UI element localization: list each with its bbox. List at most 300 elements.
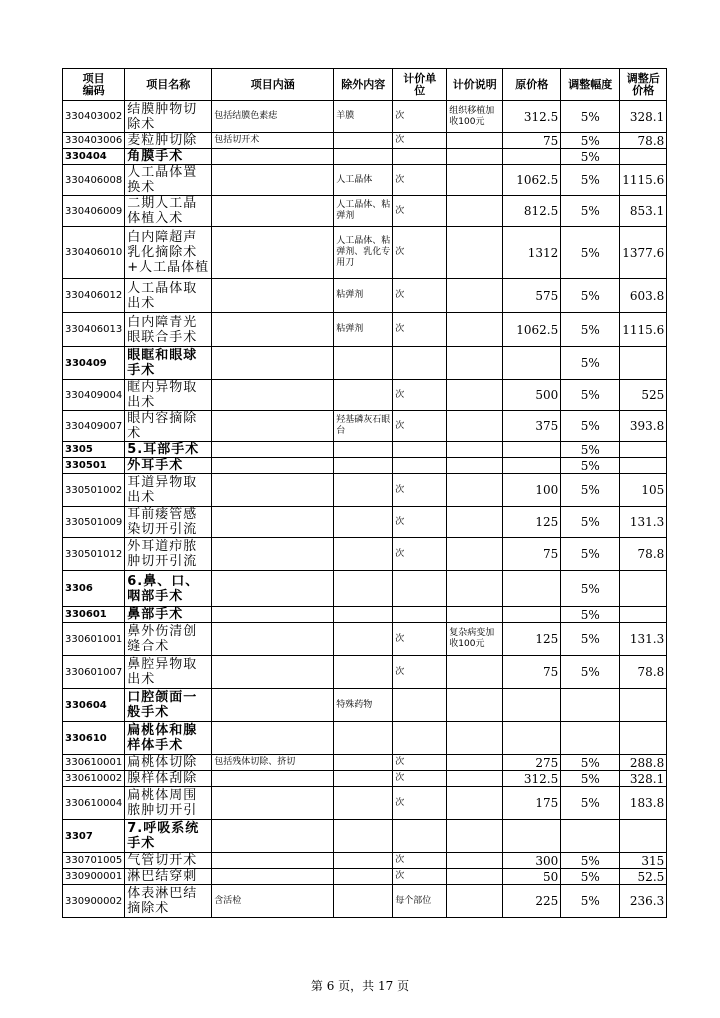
cell-price: [503, 442, 561, 458]
cell-code: 3306: [63, 571, 125, 607]
cell-code: 330406010: [63, 227, 125, 279]
cell-new-price: 603.8: [620, 279, 667, 313]
cell-note: 组织移植加收100元: [447, 101, 503, 133]
cell-note: [447, 507, 503, 538]
cell-adj: 5%: [561, 755, 620, 771]
cell-unit: 次: [393, 165, 447, 196]
cell-note: [447, 196, 503, 227]
cell-excl: [334, 787, 393, 820]
cell-price: [503, 689, 561, 722]
cell-scope: [212, 571, 334, 607]
header-code: 项目 编码: [63, 69, 125, 101]
table-row: [63, 869, 667, 885]
cell-new-price: 78.8: [620, 133, 667, 149]
cell-code: 3305: [63, 442, 125, 458]
table-row: [63, 165, 667, 196]
cell-unit: 次: [393, 411, 447, 442]
cell-new-price: 52.5: [620, 869, 667, 885]
cell-name: 眼眶和眼球手术: [125, 347, 212, 380]
cell-scope: [212, 771, 334, 787]
cell-note: [447, 885, 503, 918]
header-adj: 调整幅度: [561, 69, 620, 101]
cell-code: 330409007: [63, 411, 125, 442]
cell-excl: [334, 149, 393, 165]
header-excl: 除外内容: [334, 69, 393, 101]
cell-excl: [334, 820, 393, 853]
cell-adj: 5%: [561, 656, 620, 689]
cell-scope: [212, 313, 334, 347]
table-row: [63, 149, 667, 165]
cell-scope: 包括切开术: [212, 133, 334, 149]
cell-code: 330604: [63, 689, 125, 722]
cell-unit: [393, 722, 447, 755]
cell-price: 500: [503, 380, 561, 411]
cell-scope: [212, 853, 334, 869]
cell-code: 330610: [63, 722, 125, 755]
cell-unit: 次: [393, 787, 447, 820]
price-table: [62, 68, 667, 918]
cell-new-price: [620, 689, 667, 722]
cell-name: 白内障超声乳化摘除术+人工晶体植: [125, 227, 212, 279]
cell-name: 耳前瘘管感染切开引流: [125, 507, 212, 538]
cell-note: [447, 347, 503, 380]
cell-unit: 次: [393, 133, 447, 149]
cell-adj: 5%: [561, 507, 620, 538]
cell-scope: [212, 196, 334, 227]
cell-new-price: 393.8: [620, 411, 667, 442]
cell-name: 口腔颌面一般手术: [125, 689, 212, 722]
cell-excl: 羊膜: [334, 101, 393, 133]
cell-name: 腺样体刮除: [125, 771, 212, 787]
cell-adj: 5%: [561, 571, 620, 607]
table-row: [63, 196, 667, 227]
cell-note: [447, 227, 503, 279]
cell-note: [447, 755, 503, 771]
cell-new-price: 183.8: [620, 787, 667, 820]
cell-unit: [393, 689, 447, 722]
cell-code: 330900002: [63, 885, 125, 918]
cell-note: [447, 853, 503, 869]
cell-adj: 5%: [561, 853, 620, 869]
cell-price: [503, 347, 561, 380]
cell-name: 眶内异物取出术: [125, 380, 212, 411]
cell-adj: 5%: [561, 133, 620, 149]
cell-code: 330701005: [63, 853, 125, 869]
cell-unit: 次: [393, 313, 447, 347]
cell-unit: [393, 607, 447, 623]
cell-price: 375: [503, 411, 561, 442]
cell-new-price: 1377.6: [620, 227, 667, 279]
cell-code: 330900001: [63, 869, 125, 885]
cell-name: 人工晶体置换术: [125, 165, 212, 196]
cell-adj: 5%: [561, 885, 620, 918]
header-scope: 项目内涵: [212, 69, 334, 101]
cell-new-price: 1115.6: [620, 165, 667, 196]
cell-adj: 5%: [561, 623, 620, 656]
cell-adj: 5%: [561, 474, 620, 507]
cell-note: [447, 689, 503, 722]
table-body: [63, 101, 667, 918]
cell-unit: 次: [393, 771, 447, 787]
cell-unit: 次: [393, 101, 447, 133]
cell-note: [447, 538, 503, 571]
cell-code: 330406009: [63, 196, 125, 227]
cell-excl: 羟基磷灰石眼台: [334, 411, 393, 442]
cell-scope: [212, 347, 334, 380]
cell-name: 鼻外伤清创缝合术: [125, 623, 212, 656]
cell-name: 扁桃体和腺样体手术: [125, 722, 212, 755]
cell-price: [503, 722, 561, 755]
cell-price: [503, 149, 561, 165]
cell-code: 330610002: [63, 771, 125, 787]
cell-scope: [212, 442, 334, 458]
cell-new-price: [620, 607, 667, 623]
table-row: [63, 755, 667, 771]
cell-adj: 5%: [561, 787, 620, 820]
cell-new-price: 131.3: [620, 507, 667, 538]
cell-excl: [334, 133, 393, 149]
cell-code: 330404: [63, 149, 125, 165]
cell-adj: 5%: [561, 442, 620, 458]
cell-price: 125: [503, 623, 561, 656]
cell-name: 耳道异物取出术: [125, 474, 212, 507]
cell-price: [503, 820, 561, 853]
cell-unit: 次: [393, 755, 447, 771]
cell-name: 外耳道疖脓肿切开引流: [125, 538, 212, 571]
cell-name: 麦粒肿切除: [125, 133, 212, 149]
cell-excl: [334, 869, 393, 885]
cell-unit: 次: [393, 623, 447, 656]
cell-price: 50: [503, 869, 561, 885]
table-row: [63, 771, 667, 787]
cell-new-price: [620, 571, 667, 607]
table-row: [63, 442, 667, 458]
header-row: [63, 69, 667, 101]
cell-scope: [212, 279, 334, 313]
cell-unit: 次: [393, 853, 447, 869]
cell-note: [447, 771, 503, 787]
cell-note: [447, 474, 503, 507]
cell-unit: 次: [393, 538, 447, 571]
table-row: [63, 411, 667, 442]
cell-code: 330501002: [63, 474, 125, 507]
table-row: [63, 623, 667, 656]
cell-scope: [212, 656, 334, 689]
cell-excl: [334, 474, 393, 507]
cell-adj: 5%: [561, 411, 620, 442]
cell-adj: 5%: [561, 165, 620, 196]
cell-excl: [334, 607, 393, 623]
table-row: [63, 820, 667, 853]
cell-code: 330601: [63, 607, 125, 623]
cell-adj: 5%: [561, 458, 620, 474]
cell-new-price: 105: [620, 474, 667, 507]
table-row: [63, 722, 667, 755]
cell-code: 330601001: [63, 623, 125, 656]
page-footer: 第 6 页，共 17 页: [310, 979, 410, 993]
cell-code: 330409: [63, 347, 125, 380]
cell-excl: [334, 347, 393, 380]
table-row: [63, 101, 667, 133]
cell-new-price: 328.1: [620, 771, 667, 787]
table-row: [63, 347, 667, 380]
cell-price: 275: [503, 755, 561, 771]
cell-name: 白内障青光眼联合手术: [125, 313, 212, 347]
table-row: [63, 607, 667, 623]
cell-name: 5.耳部手术: [125, 442, 212, 458]
cell-new-price: [620, 347, 667, 380]
cell-note: [447, 165, 503, 196]
cell-code: 330501012: [63, 538, 125, 571]
cell-excl: 人工晶体: [334, 165, 393, 196]
cell-code: 3307: [63, 820, 125, 853]
table-row: [63, 538, 667, 571]
cell-name: 二期人工晶体植入术: [125, 196, 212, 227]
cell-note: [447, 133, 503, 149]
table-row: [63, 853, 667, 869]
cell-scope: [212, 411, 334, 442]
cell-new-price: 328.1: [620, 101, 667, 133]
cell-excl: [334, 380, 393, 411]
cell-scope: 包括残体切除、挤切: [212, 755, 334, 771]
cell-scope: [212, 607, 334, 623]
cell-note: [447, 607, 503, 623]
cell-price: 100: [503, 474, 561, 507]
cell-adj: 5%: [561, 538, 620, 571]
cell-note: [447, 820, 503, 853]
cell-unit: 次: [393, 227, 447, 279]
header-name: 项目名称: [125, 69, 212, 101]
cell-adj: [561, 820, 620, 853]
cell-excl: [334, 623, 393, 656]
cell-code: 330406013: [63, 313, 125, 347]
cell-adj: 5%: [561, 607, 620, 623]
cell-scope: [212, 227, 334, 279]
cell-excl: [334, 442, 393, 458]
cell-scope: [212, 507, 334, 538]
cell-adj: 5%: [561, 771, 620, 787]
cell-new-price: 315: [620, 853, 667, 869]
cell-new-price: [620, 458, 667, 474]
cell-name: 角膜手术: [125, 149, 212, 165]
cell-unit: 每个部位: [393, 885, 447, 918]
cell-name: 鼻部手术: [125, 607, 212, 623]
table-row: [63, 787, 667, 820]
cell-excl: [334, 755, 393, 771]
cell-note: [447, 869, 503, 885]
cell-scope: [212, 165, 334, 196]
cell-scope: [212, 623, 334, 656]
cell-scope: [212, 820, 334, 853]
table-row: [63, 507, 667, 538]
cell-price: 75: [503, 656, 561, 689]
cell-excl: 粘弹剂: [334, 279, 393, 313]
cell-name: 气管切开术: [125, 853, 212, 869]
cell-unit: [393, 442, 447, 458]
cell-scope: 包括结膜色素痣: [212, 101, 334, 133]
cell-new-price: 78.8: [620, 538, 667, 571]
cell-excl: [334, 885, 393, 918]
cell-price: [503, 607, 561, 623]
table-row: [63, 380, 667, 411]
header-price: 原价格: [503, 69, 561, 101]
cell-scope: [212, 787, 334, 820]
cell-price: [503, 458, 561, 474]
table-row: [63, 279, 667, 313]
cell-adj: 5%: [561, 101, 620, 133]
cell-price: 1062.5: [503, 165, 561, 196]
cell-price: 175: [503, 787, 561, 820]
cell-note: [447, 279, 503, 313]
cell-excl: [334, 722, 393, 755]
cell-note: [447, 313, 503, 347]
cell-new-price: 131.3: [620, 623, 667, 656]
cell-note: [447, 458, 503, 474]
cell-new-price: [620, 722, 667, 755]
cell-unit: 次: [393, 656, 447, 689]
cell-code: 330501: [63, 458, 125, 474]
cell-scope: [212, 869, 334, 885]
cell-excl: [334, 458, 393, 474]
cell-scope: [212, 149, 334, 165]
cell-unit: 次: [393, 380, 447, 411]
cell-adj: 5%: [561, 196, 620, 227]
cell-scope: [212, 722, 334, 755]
cell-scope: [212, 474, 334, 507]
cell-code: 330610001: [63, 755, 125, 771]
cell-new-price: 853.1: [620, 196, 667, 227]
cell-new-price: [620, 149, 667, 165]
cell-new-price: 525: [620, 380, 667, 411]
cell-scope: [212, 538, 334, 571]
cell-excl: [334, 507, 393, 538]
cell-note: [447, 571, 503, 607]
cell-name: 扁桃体周围脓肿切开引: [125, 787, 212, 820]
cell-unit: 次: [393, 869, 447, 885]
table-row: [63, 227, 667, 279]
cell-new-price: [620, 820, 667, 853]
cell-new-price: 236.3: [620, 885, 667, 918]
cell-scope: [212, 458, 334, 474]
cell-unit: [393, 571, 447, 607]
table-row: [63, 133, 667, 149]
cell-code: 330501009: [63, 507, 125, 538]
table-row: [63, 656, 667, 689]
cell-excl: [334, 656, 393, 689]
cell-code: 330406012: [63, 279, 125, 313]
cell-name: 体表淋巴结摘除术: [125, 885, 212, 918]
cell-code: 330403002: [63, 101, 125, 133]
cell-excl: [334, 571, 393, 607]
cell-excl: [334, 853, 393, 869]
cell-unit: 次: [393, 279, 447, 313]
cell-unit: [393, 347, 447, 380]
cell-excl: [334, 771, 393, 787]
cell-note: [447, 380, 503, 411]
cell-name: 眼内容摘除术: [125, 411, 212, 442]
cell-name: 结膜肿物切除术: [125, 101, 212, 133]
cell-adj: 5%: [561, 869, 620, 885]
cell-unit: [393, 149, 447, 165]
cell-adj: 5%: [561, 313, 620, 347]
cell-scope: [212, 380, 334, 411]
cell-excl: [334, 538, 393, 571]
cell-note: [447, 442, 503, 458]
cell-price: 300: [503, 853, 561, 869]
cell-price: 312.5: [503, 771, 561, 787]
cell-adj: 5%: [561, 347, 620, 380]
cell-name: 人工晶体取出术: [125, 279, 212, 313]
cell-price: 812.5: [503, 196, 561, 227]
cell-note: [447, 149, 503, 165]
cell-adj: 5%: [561, 149, 620, 165]
cell-scope: [212, 689, 334, 722]
table-row: [63, 474, 667, 507]
cell-note: [447, 411, 503, 442]
cell-code: 330601007: [63, 656, 125, 689]
header-note: 计价说明: [447, 69, 503, 101]
cell-adj: 5%: [561, 227, 620, 279]
cell-name: 7.呼吸系统手术: [125, 820, 212, 853]
cell-adj: [561, 722, 620, 755]
cell-adj: 5%: [561, 279, 620, 313]
cell-code: 330403006: [63, 133, 125, 149]
table-row: [63, 885, 667, 918]
cell-excl: 人工晶体、粘弹剂: [334, 196, 393, 227]
cell-price: 1062.5: [503, 313, 561, 347]
cell-name: 鼻腔异物取出术: [125, 656, 212, 689]
cell-excl: 特殊药物: [334, 689, 393, 722]
table-row: [63, 689, 667, 722]
cell-price: 75: [503, 133, 561, 149]
cell-note: [447, 656, 503, 689]
cell-price: 575: [503, 279, 561, 313]
cell-note: [447, 722, 503, 755]
cell-new-price: 1115.6: [620, 313, 667, 347]
table-row: [63, 571, 667, 607]
table-row: [63, 458, 667, 474]
cell-new-price: 288.8: [620, 755, 667, 771]
header-new: 调整后 价格: [620, 69, 667, 101]
cell-unit: [393, 458, 447, 474]
cell-price: 312.5: [503, 101, 561, 133]
cell-unit: [393, 820, 447, 853]
cell-price: 125: [503, 507, 561, 538]
cell-name: 6.鼻、口、咽部手术: [125, 571, 212, 607]
cell-code: 330406008: [63, 165, 125, 196]
cell-name: 淋巴结穿刺: [125, 869, 212, 885]
cell-note: 复杂病变加收100元: [447, 623, 503, 656]
cell-price: 1312: [503, 227, 561, 279]
cell-unit: 次: [393, 507, 447, 538]
cell-price: 225: [503, 885, 561, 918]
cell-unit: 次: [393, 474, 447, 507]
cell-price: [503, 571, 561, 607]
cell-code: 330409004: [63, 380, 125, 411]
cell-name: 扁桃体切除: [125, 755, 212, 771]
cell-new-price: [620, 442, 667, 458]
cell-code: 330610004: [63, 787, 125, 820]
cell-note: [447, 787, 503, 820]
cell-unit: 次: [393, 196, 447, 227]
cell-scope: 含活检: [212, 885, 334, 918]
cell-adj: 5%: [561, 380, 620, 411]
cell-adj: [561, 689, 620, 722]
cell-new-price: 78.8: [620, 656, 667, 689]
cell-price: 75: [503, 538, 561, 571]
header-unit: 计价单 位: [393, 69, 447, 101]
table-row: [63, 313, 667, 347]
